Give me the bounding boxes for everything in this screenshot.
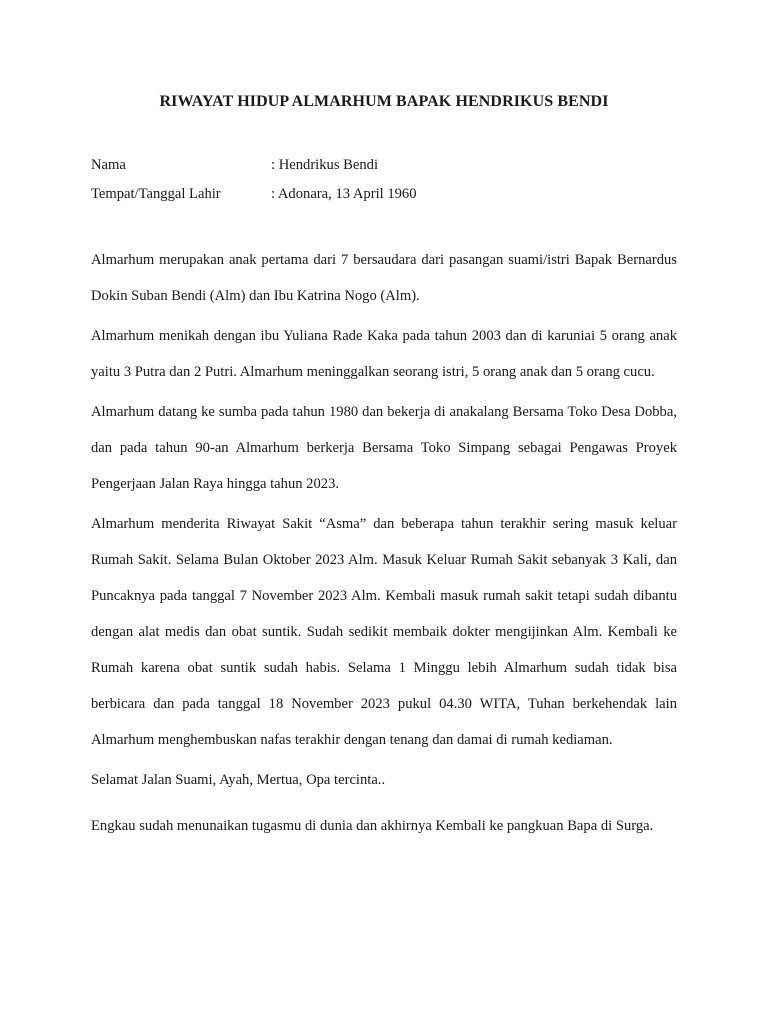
info-value-birth: : Adonara, 13 April 1960 [271, 186, 417, 202]
paragraph-farewell: Selamat Jalan Suami, Ayah, Mertua, Opa tercinta.. [91, 772, 386, 788]
paragraph-marriage: Almarhum menikah dengan ibu Yuliana Rade Kaka pada tahun 2003 dan di karuniai 5 orang anak yaitu 3 Putra dan 2 Putri. Almarhum meninggalkan seorang istri, 5 orang anak dan 5 orang cucu. [91, 328, 677, 380]
paragraph-closing: Engkau sudah menunaikan tugasmu di dunia dan akhirnya Kembali ke pangkuan Bapa di Surga. [91, 818, 654, 834]
info-value-name: : Hendrikus Bendi [271, 157, 379, 173]
info-label-name: Nama [91, 157, 126, 173]
info-row-birth [91, 184, 681, 213]
paragraph-career: Almarhum datang ke sumba pada tahun 1980 dan bekerja di anakalang Bersama Toko Desa Dobba, dan pada tahun 90-an Almarhum berkerja Bersama Toko Simpang sebagai Pengawas Proyek Pengerjaan Jalan Raya hingga tahun 2023. [91, 404, 677, 492]
info-label-birth: Tempat/Tanggal Lahir [91, 186, 221, 202]
info-row-name [91, 155, 681, 184]
biography-body [91, 242, 677, 844]
paragraph-illness: Almarhum menderita Riwayat Sakit “Asma” dan beberapa tahun terakhir sering masuk keluar Rumah Sakit. Selama Bulan Oktober 2023 Alm. Masuk Keluar Rumah Sakit sebanyak 3 Kali, dan Puncaknya pada tanggal 7 November 2023 Alm. Kembali masuk rumah sakit tetapi sudah dibantu dengan alat medis dan obat suntik. Sudah sedikit membaik dokter mengijinkan Alm. Kembali ke Rumah karena obat suntik sudah habis. Selama 1 Minggu lebih Almarhum sudah tidak bisa berbicara dan pada tanggal 18 November 2023 pukul 04.30 WITA, Tuhan berkehendak lain Almarhum menghembuskan nafas terakhir dengan tenang dan damai di rumah kediaman. [91, 516, 677, 748]
personal-info [91, 155, 681, 213]
paragraph-family: Almarhum merupakan anak pertama dari 7 bersaudara dari pasangan suami/istri Bapak Bernardus Dokin Suban Bendi (Alm) dan Ibu Katrina Nogo (Alm). [91, 252, 677, 304]
document-title: RIWAYAT HIDUP ALMARHUM BAPAK HENDRIKUS BENDI [159, 93, 609, 110]
